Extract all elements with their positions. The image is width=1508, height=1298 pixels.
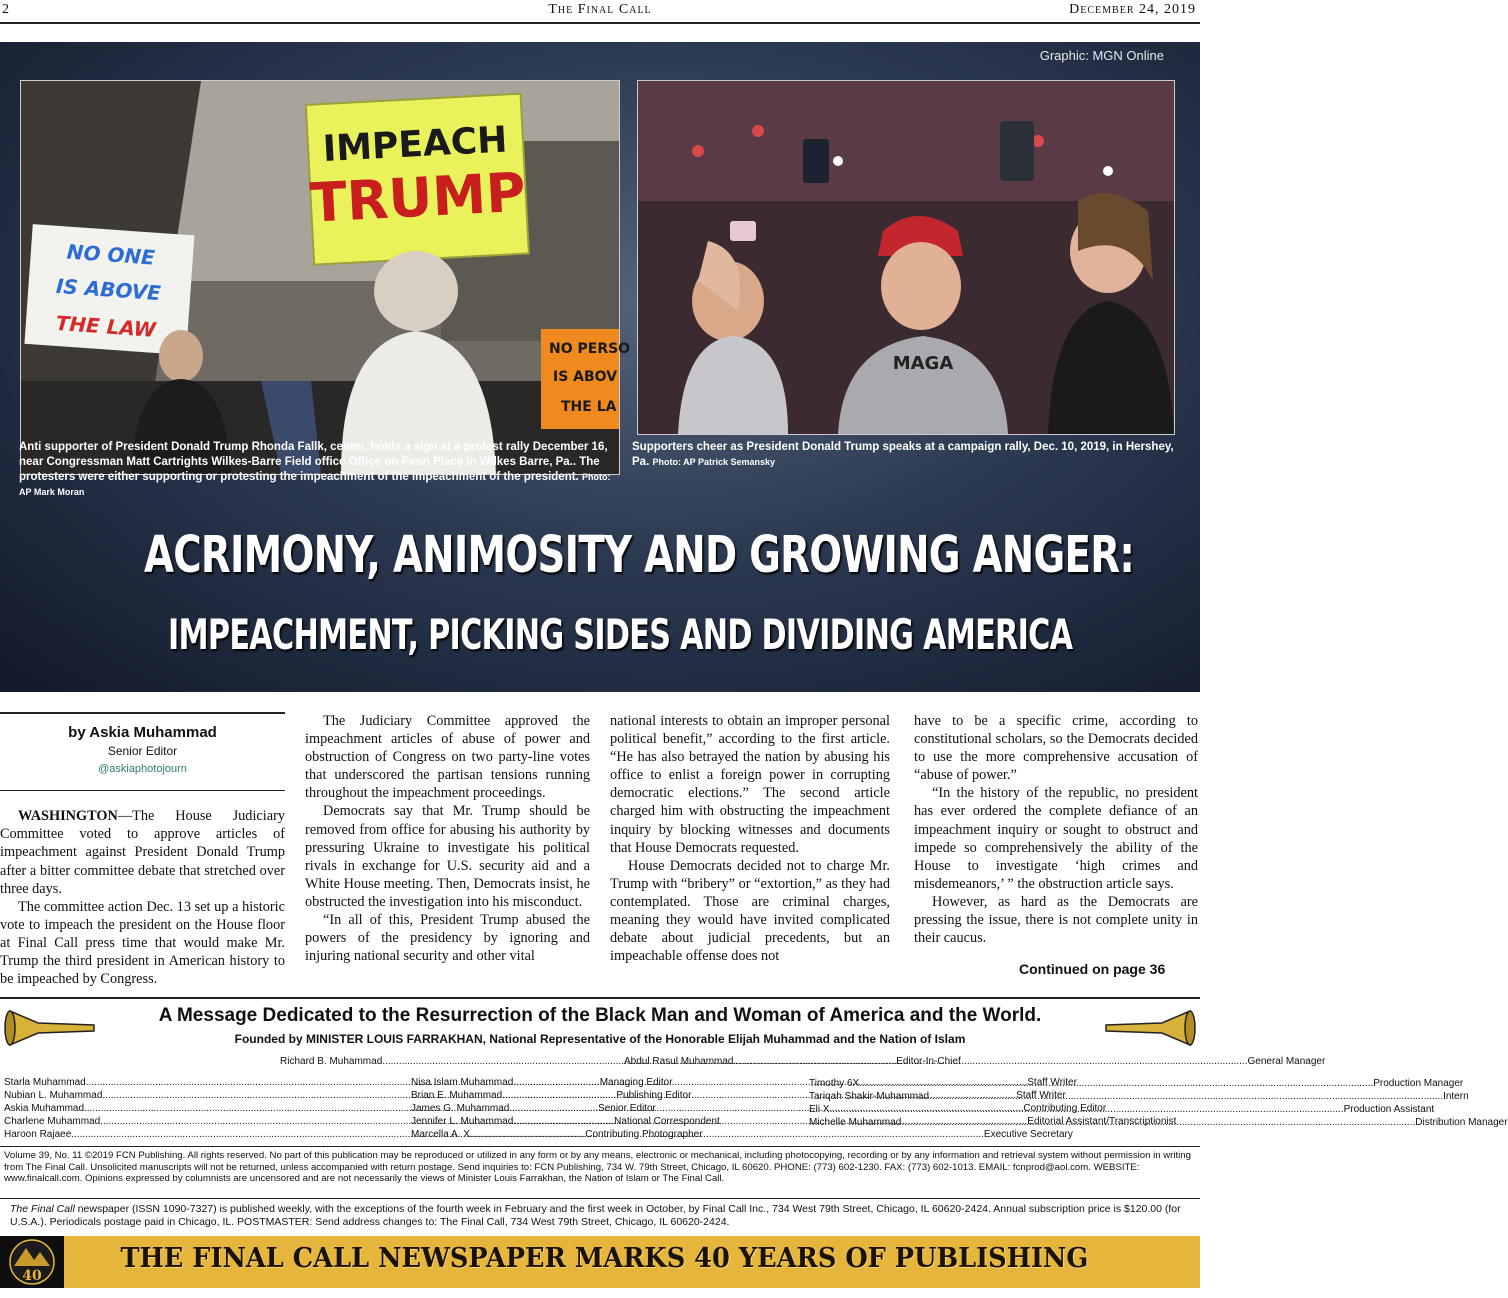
article-paragraph: House Democrats decided not to charge Mr. Trump with “bribery” or “extortion,” as they had contemplated. Those are criminal charges, meaning they would have invited complicated debate about judicial precedents, but an impeachable offense does not bbox=[610, 857, 890, 965]
paper-name-italic: The Final Call bbox=[10, 1203, 75, 1215]
author-name: by Askia Muhammad bbox=[68, 724, 217, 741]
running-header bbox=[0, 0, 1200, 24]
staff-row: Timothy 6X ..... Production Manager bbox=[809, 1077, 1189, 1090]
article-paragraph: WASHINGTON—The House Judiciary Committee voted to approve articles of impeachment against President Donald Trump after a bitter committee debate that stretched over three days. bbox=[0, 808, 285, 897]
staff-row: Nisa Islam Muhammad ..... Staff Writer bbox=[411, 1076, 791, 1089]
article-paragraph: The Judiciary Committee approved the impeachment articles of abuse of power and obstruction of Congress on two party-line votes that underscored the partisan tensions running throughout the impeachment proceedings. bbox=[305, 713, 590, 802]
copyright-notice: Volume 39, No. 11 ©2019 FCN Publishing. All rights reserved. No part of this publication may be reproduced or utilized in any form or by any means, electronic or mechanical, including photocopying, recording or by any information and retrieval system without permission in writing from The Final Call. Unsolicited manuscripts will not be returned, unless accompanied with return postage. Send inquiries to: FCN Publishing, 734 W. 79th Street, Chicago, IL 60620. PHONE: (773) 602-1230. FAX: (773) 602-1013. EMAIL: fcnprod@aol.com. WEBSITE: www.finalcall.com. Opinions expressed by columnists are uncensored and are not necessarily the views of Minister Louis Farrakhan, the Nation of Islam or The Final Call. bbox=[4, 1150, 1191, 1184]
author-role: Senior Editor bbox=[107, 744, 178, 759]
divider bbox=[0, 1198, 1200, 1199]
sign-the-law: THE LAW bbox=[55, 310, 157, 342]
article-paragraph: Democrats say that Mr. Trump should be removed from office for abusing his authority by pressuring Ukraine to investigate his political rivals in exchange for U.S. security aid and a White House meeting. Then, Democrats insist, he obstructed the investigation into his misconduct. bbox=[305, 803, 590, 910]
staff-row: Haroon Rajaee ..... Contributing Photographer bbox=[4, 1128, 388, 1141]
hero-graphic bbox=[0, 42, 1200, 692]
sign-trump: TRUMP bbox=[308, 160, 528, 235]
sign-is-above-right: IS ABOV bbox=[553, 369, 618, 385]
issue-date: December 24, 2019 bbox=[1069, 2, 1196, 17]
staff-top-left bbox=[280, 1055, 961, 1068]
byline bbox=[0, 712, 285, 791]
trumpet-icon-right bbox=[1100, 1003, 1196, 1053]
staff-row: Tariqah Shakir-Muhammad ..... Intern bbox=[809, 1090, 1189, 1103]
article-paragraph: “In all of this, President Trump abused the powers of the presidency by ignoring and injuring national security and other vital bbox=[305, 912, 590, 965]
staff-row: Brian E. Muhammad ..... Staff Writer bbox=[411, 1089, 791, 1102]
article-column-1 bbox=[0, 712, 285, 988]
author-handle: @askiaphotojourn bbox=[98, 763, 187, 776]
staff-row: Michelle Muhammad ..... Distribution Manager bbox=[809, 1116, 1189, 1129]
staff-row: Askia Muhammad ..... Senior Editor bbox=[4, 1102, 388, 1115]
article-paragraph: “In the history of the republic, no president has ever ordered the complete defiance of an impeachment inquiry or sought to obstruct and impede so comprehensively the ability of the House to investigate ‘high crimes and misdemeanors,’ ” the obstruction article says. bbox=[914, 785, 1198, 892]
article-column-3 bbox=[610, 712, 890, 965]
subscription-notice: The Final Call newspaper (ISSN 1090-7327) is published weekly, with the exceptions of the fourth week in February and the first week in October, by Final Call Inc., 734 West 79th Street, Chicago, IL 60620-2424. Annual subscription price is $120.00 (for U.S.A.). Periodicals postage paid in Chicago, IL. POSTMASTER: Send address changes to: The Final Call, 734 West 79th Street, Chicago, IL 60620-2424. bbox=[10, 1203, 1181, 1228]
anniversary-banner bbox=[0, 1236, 1200, 1288]
protest-photo-credit: Photo: AP Mark Moran bbox=[19, 472, 611, 497]
anniversary-text: THE FINAL CALL NEWSPAPER MARKS 40 YEARS OF PUBLISHING bbox=[120, 1243, 1089, 1274]
article-column-2 bbox=[305, 712, 590, 965]
rally-photo-credit: Photo: AP Patrick Semansky bbox=[652, 457, 776, 467]
staff-row: Starla Muhammad ..... Managing Editor bbox=[4, 1076, 388, 1089]
staff-row: Jennifer L. Muhammad ..... Editorial Assistant/Transcriptionist bbox=[411, 1115, 791, 1128]
anniversary-logo bbox=[0, 1236, 64, 1288]
masthead-founder: Founded by MINISTER LOUIS FARRAKHAN, National Representative of the Honorable Elijah Muhammad and the Nation of Islam bbox=[234, 1032, 966, 1046]
article-column-4 bbox=[914, 712, 1198, 947]
sign-no-person: NO PERSO bbox=[549, 341, 631, 357]
staff-row: Abdul Rasul Muhammad ..... General Manager bbox=[624, 1055, 922, 1068]
rally-photo-caption: Supporters cheer as President Donald Trump speaks at a campaign rally, Dec. 10, 2019, in Hershey, Pa. Photo: AP Patrick Semansky bbox=[632, 441, 1174, 468]
sign-the-law-right: THE LA bbox=[561, 399, 617, 415]
paper-name: The Final Call bbox=[548, 2, 652, 17]
staff-row: Nubian L. Muhammad ..... Publishing Editor bbox=[4, 1089, 388, 1102]
masthead-mission: A Message Dedicated to the Resurrection of the Black Man and Woman of America and the World. bbox=[158, 1005, 1042, 1026]
article-paragraph: However, as hard as the Democrats are pressing the issue, there is not complete unity in their caucus. bbox=[914, 893, 1198, 947]
article-paragraph: The committee action Dec. 13 set up a historic vote to impeach the president on the House floor at Final Call press time that would make Mr. Trump the third president in American history to be impeached by Congress. bbox=[0, 898, 285, 988]
staff-column-3 bbox=[809, 1077, 1508, 1129]
protest-photo-caption: Anti supporter of President Donald Trump Rhonda Fallk, center, holds a sign at a protest rally December 16, near Congressman Matt Cartrights Wilkes-Barre Field office Office on Penn Place in Wilkes Barre, Pa.. The protesters were either supporting or protesting the impeachment of the Impeachment of the president. Photo: AP Mark Moran bbox=[19, 441, 611, 497]
page-number: 2 bbox=[2, 2, 9, 17]
staff-top-right bbox=[624, 1055, 1326, 1068]
graphic-credit: Graphic: MGN Online bbox=[1039, 48, 1164, 63]
sign-impeach: IMPEACH bbox=[321, 119, 509, 171]
staff-column-1 bbox=[4, 1076, 720, 1141]
staff-row: Charlene Muhammad ..... National Correspondent bbox=[4, 1115, 388, 1128]
protest-photo bbox=[20, 80, 631, 475]
headline-line-1: ACRIMONY, ANIMOSITY AND GROWING ANGER: bbox=[144, 526, 1135, 585]
shirt-maga: MAGA bbox=[892, 353, 954, 374]
rally-photo bbox=[637, 80, 1175, 435]
sign-no-one: NO ONE bbox=[66, 239, 156, 270]
article-paragraph: have to be a specific crime, according to constitutional scholars, so the Democrats decided to use the more comprehensive accusation of “abuse of power.” bbox=[914, 713, 1198, 784]
logo-number: 40 bbox=[22, 1268, 42, 1284]
staff-row: Eli X ..... Production Assistant bbox=[809, 1103, 1189, 1116]
staff-row: James G. Muhammad ..... Contributing Editor bbox=[411, 1102, 791, 1115]
headline-line-2: IMPEACHMENT, PICKING SIDES AND DIVIDING AMERICA bbox=[167, 610, 1073, 659]
continued-on-page[interactable]: Continued on page 36 bbox=[1019, 961, 1166, 977]
staff-row: Marcella A. X ..... Executive Secretary bbox=[411, 1128, 791, 1141]
divider bbox=[0, 1146, 1200, 1147]
article-paragraph: national interests to obtain an improper personal political benefit,” according to the first article. “He has also betrayed the nation by abusing his office to enlist a foreign power in corrupting democratic elections.” The second article charged him with obstructing the impeachment inquiry by blocking witnesses and documents that House Democrats requested. bbox=[610, 713, 890, 856]
staff-row: Richard B. Muhammad ..... Editor-In-Chief bbox=[280, 1055, 552, 1068]
sign-is-above: IS ABOVE bbox=[55, 273, 162, 306]
dateline: WASHINGTON bbox=[18, 808, 118, 825]
